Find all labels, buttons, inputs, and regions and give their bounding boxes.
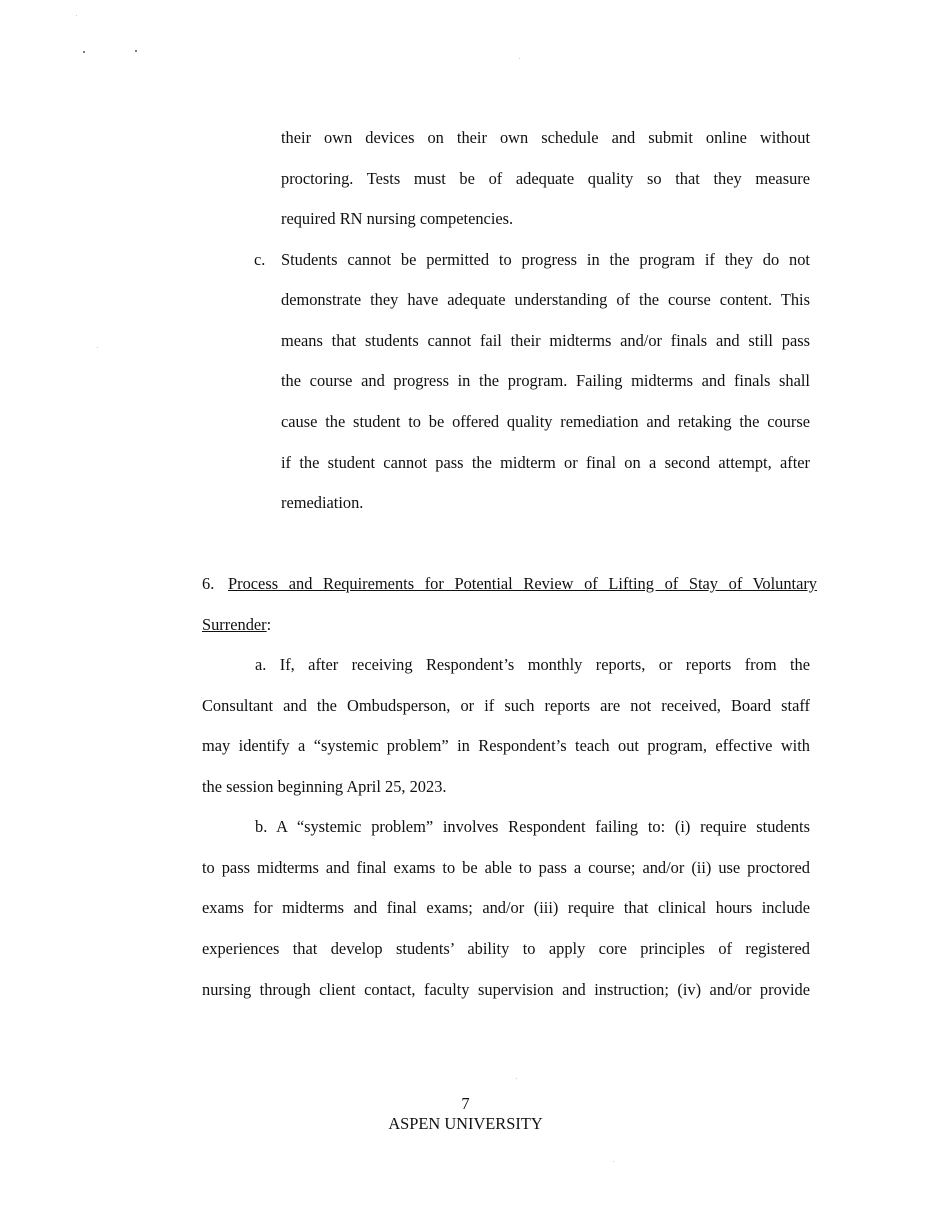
text-line — [202, 939, 810, 959]
footer-organization: ASPEN UNIVERSITY — [388, 1114, 543, 1133]
text-line — [281, 290, 810, 310]
section-number: 6. — [202, 574, 215, 593]
section-title-colon: : — [266, 615, 272, 634]
text-line-content: Students cannot be permitted to progress in the program if they do not — [281, 250, 810, 269]
section-title-line — [202, 615, 271, 635]
text-line — [281, 169, 810, 189]
text-line-content: the course and progress in the program. Failing midterms and finals shall — [281, 371, 810, 390]
page-number: 7 — [461, 1094, 470, 1113]
text-line-content: nursing through client contact, faculty supervision and instruction; (iv) and/or provide — [202, 980, 810, 999]
list-marker: c. — [254, 250, 266, 269]
text-line-content: may identify a “systemic problem” in Respondent’s teach out program, effective with — [202, 736, 810, 755]
text-line-content: if the student cannot pass the midterm or final on a second attempt, after — [281, 453, 810, 472]
text-line-content: demonstrate they have adequate understanding of the course content. This — [281, 290, 810, 309]
text-line: remediation. — [281, 493, 364, 512]
text-line-content: proctoring. Tests must be of adequate quality so that they measure — [281, 169, 810, 188]
text-line: their own devices on their own schedule and submit online without — [281, 128, 810, 147]
text-line — [202, 898, 810, 918]
scan-speck — [135, 50, 137, 52]
text-line — [255, 655, 810, 675]
text-line-content: experiences that develop students’ ability to apply core principles of registered — [202, 939, 810, 958]
scan-speck — [76, 15, 77, 16]
text-line — [202, 696, 810, 716]
text-line-content: a. If, after receiving Respondent’s monthly reports, or reports from the — [255, 655, 810, 674]
text-line — [281, 331, 810, 351]
scan-speck — [83, 51, 85, 53]
text-line — [255, 817, 810, 837]
text-line — [281, 371, 810, 391]
scan-speck — [516, 1078, 517, 1079]
text-line-content: b. A “systemic problem” involves Respondent failing to: (i) require students — [255, 817, 810, 836]
text-line-content: to pass midterms and final exams to be able to pass a course; and/or (ii) use proctored — [202, 858, 810, 877]
scan-speck — [97, 347, 98, 348]
text-line — [281, 453, 810, 473]
scan-speck — [613, 1161, 614, 1162]
section-title-line — [228, 574, 817, 594]
section-title-text: Surrender — [202, 615, 267, 634]
text-line-content: exams for midterms and final exams; and/or (iii) require that clinical hours include — [202, 898, 810, 917]
text-line — [281, 412, 810, 432]
text-line-content: Consultant and the Ombudsperson, or if such reports are not received, Board staff — [202, 696, 810, 715]
text-line — [281, 250, 810, 270]
text-line-content: means that students cannot fail their midterms and/or finals and still pass — [281, 331, 810, 350]
text-line — [202, 736, 810, 756]
text-line: the session beginning April 25, 2023. — [202, 777, 447, 796]
text-line — [202, 980, 810, 1000]
scan-speck — [519, 58, 520, 59]
text-line — [202, 858, 810, 878]
section-title-text: Process and Requirements for Potential Review of Lifting of Stay of Voluntary — [228, 574, 817, 593]
text-line-content: cause the student to be offered quality remediation and retaking the course — [281, 412, 810, 431]
text-line: required RN nursing competencies. — [281, 209, 514, 228]
